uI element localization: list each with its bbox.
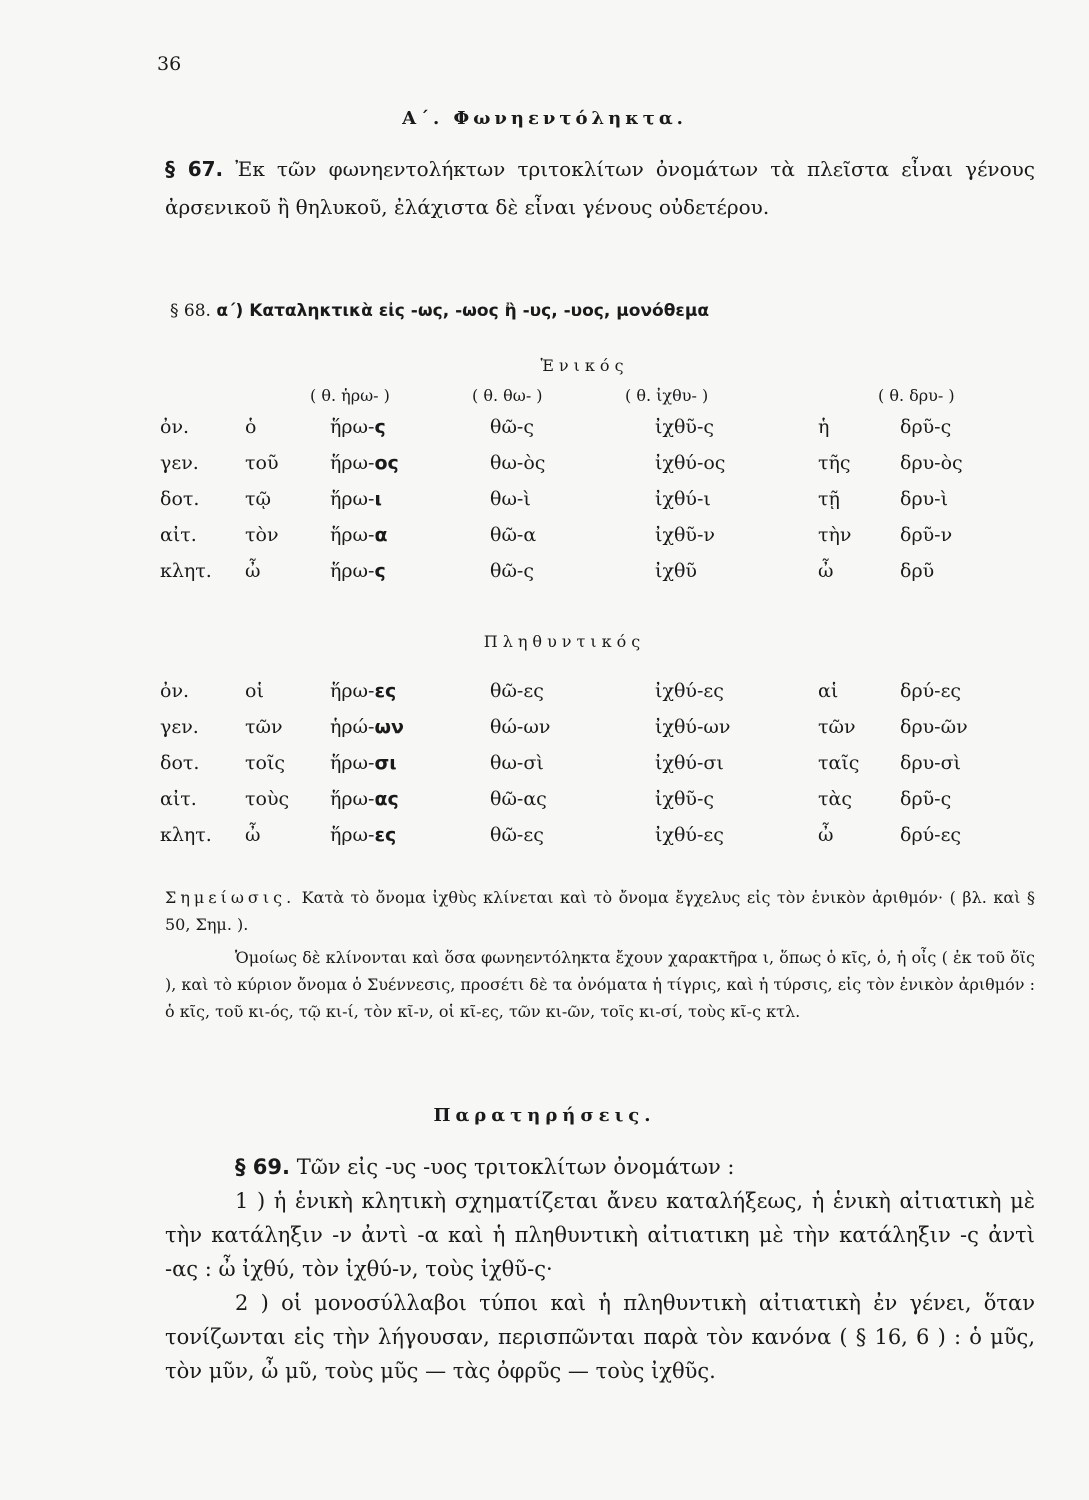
singular-row-4-w4: δρῦ <box>900 560 935 582</box>
singular-row-1-w3: ἰχθύ-ος <box>655 452 726 474</box>
plural-row-1-w1: ἡρώ-ων <box>330 716 404 738</box>
plural-row-3-w4: δρῦ-ς <box>900 788 952 810</box>
note-paragraph-2: Ὁμοίως δὲ κλίνονται καὶ ὅσα φωνηεντόληκτα ἔχουν χαρακτῆρα ι, ὅπως ὁ κῖς, ὁ, ἡ οἶς ( ἐκ τοῦ ὄϊς ), καὶ τὸ κύριον ὄνομα ὁ Συέννεσις, προσέτι δὲ τα ὀνόματα ἡ τίγρις, καὶ ἡ τύρσις, εἰς τὸν ἑνικὸν ἀριθμόν : ὁ κῖς, τοῦ κι-ός, τῷ κι-ί, τὸν κῖ-ν, οἱ κῖ-ες, τῶν κι-ῶν, τοῖς κι-σί, τοὺς κῖ-ς κτλ. <box>165 948 1035 1021</box>
plural-row-4-art2: ὦ <box>818 824 834 846</box>
plural-row-0-case: ὀν. <box>160 680 190 702</box>
plural-row-0-w3: ἰχθύ-ες <box>655 680 724 702</box>
plural-row-3-art1: τοὺς <box>245 788 290 810</box>
singular-row-1-w2: θω-ὸς <box>490 452 546 474</box>
plural-row-3-w3: ἰχθῦ-ς <box>655 788 715 810</box>
plural-row-4-art1: ὦ <box>245 824 261 846</box>
singular-row-1-w1: ἥρω-ος <box>330 452 399 474</box>
plural-row-0-w1: ἥρω-ες <box>330 680 397 702</box>
singular-row-2-case: δοτ. <box>160 488 200 510</box>
plural-row-4-w3: ἰχθύ-ες <box>655 824 724 846</box>
plural-row-2-art2: ταῖς <box>818 752 860 774</box>
paragraph-69-item-2: 2 ) οἱ μονοσύλλαβοι τύποι καὶ ἡ πληθυντικὴ αἰτιατικὴ ἐν γένει, ὅταν τονίζωνται εἰς τὴν λήγουσαν, περισπῶνται παρὰ τὸν κανόνα ( § 16, 6 ) : ὁ μῦς, τὸν μῦν, ὦ μῦ, τοὺς μῦς — τὰς ὀφρῦς — τοὺς ἰχθῦς. <box>165 1291 1035 1383</box>
singular-row-0-w1: ἥρω-ς <box>330 416 386 438</box>
singular-row-0-w2: θῶ-ς <box>490 416 534 438</box>
paragraph-69-intro: Τῶν εἰς -υς -υος τριτοκλίτων ὀνομάτων : <box>290 1155 735 1179</box>
plural-row-2-w3: ἰχθύ-σι <box>655 752 724 774</box>
plural-row-2-w4: δρυ-σὶ <box>900 752 961 774</box>
plural-row-1-w4: δρυ-ῶν <box>900 716 968 738</box>
plural-row-3-w2: θῶ-ας <box>490 788 547 810</box>
plural-row-0-art2: αἱ <box>818 680 839 702</box>
plural-row-2-w2: θω-σὶ <box>490 752 544 774</box>
singular-row-3-w1: ἥρω-α <box>330 524 388 546</box>
plural-row-3-case: αἰτ. <box>160 788 197 810</box>
singular-row-0-art1: ὁ <box>245 416 257 438</box>
plural-row-0-art1: οἱ <box>245 680 264 702</box>
stem-thos: ( θ. θω- ) <box>472 386 543 405</box>
singular-row-1-art2: τῆς <box>818 452 851 474</box>
plural-row-3-art2: τὰς <box>818 788 852 810</box>
page-number: 36 <box>157 53 182 75</box>
paragraph-69 <box>165 1150 1035 1388</box>
plural-row-1-w2: θώ-ων <box>490 716 551 738</box>
plural-row-2-art1: τοῖς <box>245 752 286 774</box>
singular-row-3-w3: ἰχθῦ-ν <box>655 524 715 546</box>
stem-heros: ( θ. ἡρω- ) <box>310 386 390 405</box>
stem-ichthys: ( θ. ἰχθυ- ) <box>625 386 709 405</box>
singular-row-3-w2: θῶ-α <box>490 524 537 546</box>
singular-label: Ἑνικός <box>540 356 629 375</box>
singular-row-0-w3: ἰχθῦ-ς <box>655 416 715 438</box>
section-69-number: § 69. <box>235 1155 291 1179</box>
singular-row-2-w3: ἰχθύ-ι <box>655 488 711 510</box>
paragraph-67-text: Ἐκ τῶν φωνηεντολήκτων τριτοκλίτων ὀνομάτων τὰ πλεῖστα εἶναι γένους ἀρσενικοῦ ἢ θηλυκοῦ, ἐλάχιστα δὲ εἶναι γένους οὐδετέρου. <box>165 157 1035 219</box>
plural-row-4-w4: δρύ-ες <box>900 824 962 846</box>
plural-row-4-w1: ἥρω-ες <box>330 824 397 846</box>
singular-row-1-case: γεν. <box>160 452 199 474</box>
singular-row-4-w2: θῶ-ς <box>490 560 534 582</box>
note-label: Σημείωσις. <box>165 888 296 907</box>
singular-row-4-art2: ὦ <box>818 560 834 582</box>
plural-row-4-case: κλητ. <box>160 824 212 846</box>
plural-row-1-art1: τῶν <box>245 716 283 738</box>
plural-row-2-w1: ἥρω-σι <box>330 752 397 774</box>
singular-row-0-art2: ἡ <box>818 416 830 438</box>
note-line-1: Κατὰ τὸ ὄνομα ἰχθὺς κλίνεται καὶ τὸ ὄνομα ἔγχελυς εἰς τὸν ἑνικὸν ἀριθμόν· ( βλ. καὶ § 50, Σημ. ). <box>165 888 1035 934</box>
plural-row-4-w2: θῶ-ες <box>490 824 544 846</box>
singular-row-2-art1: τῷ <box>245 488 272 510</box>
section-68-number: § 68. <box>170 301 211 321</box>
singular-row-3-w4: δρῦ-ν <box>900 524 953 546</box>
paragraph-67 <box>165 150 1035 226</box>
section-67-number: § 67. <box>165 157 224 181</box>
singular-row-2-w1: ἥρω-ι <box>330 488 382 510</box>
singular-row-1-w4: δρυ-ὸς <box>900 452 963 474</box>
singular-row-4-w1: ἥρω-ς <box>330 560 386 582</box>
observations-heading: Παρατηρήσεις. <box>433 1105 656 1126</box>
singular-row-0-case: ὀν. <box>160 416 190 438</box>
plural-row-0-w4: δρύ-ες <box>900 680 962 702</box>
singular-row-3-art2: τὴν <box>818 524 852 546</box>
singular-row-3-case: αἰτ. <box>160 524 197 546</box>
singular-row-3-art1: τὸν <box>245 524 279 546</box>
singular-row-0-w4: δρῦ-ς <box>900 416 952 438</box>
singular-row-2-w4: δρυ-ὶ <box>900 488 949 510</box>
paragraph-68 <box>170 292 1040 330</box>
plural-label: Πληθυντικός <box>483 632 646 651</box>
section-title: Α΄. Φωνηεντόληκτα. <box>402 108 687 129</box>
note-paragraph-1 <box>165 884 1035 938</box>
plural-row-1-case: γεν. <box>160 716 199 738</box>
singular-row-4-case: κλητ. <box>160 560 212 582</box>
singular-row-2-w2: θω-ὶ <box>490 488 531 510</box>
plural-row-3-w1: ἥρω-ας <box>330 788 399 810</box>
plural-row-2-case: δοτ. <box>160 752 200 774</box>
plural-row-1-w3: ἰχθύ-ων <box>655 716 731 738</box>
singular-row-1-art1: τοῦ <box>245 452 279 474</box>
singular-row-4-w3: ἰχθῦ <box>655 560 697 582</box>
stem-drys: ( θ. δρυ- ) <box>878 386 955 405</box>
plural-row-1-art2: τῶν <box>818 716 856 738</box>
paragraph-68-text: α΄) Καταληκτικὰ εἰς -ως, -ωος ἢ -υς, -υος, μονόθεμα <box>216 301 710 321</box>
plural-row-0-w2: θῶ-ες <box>490 680 544 702</box>
paragraph-69-item-1: 1 ) ἡ ἑνικὴ κλητικὴ σχηματίζεται ἄνευ καταλήξεως, ἡ ἑνικὴ αἰτιατικὴ μὲ τὴν κατάληξιν -ν ἀντὶ -α καὶ ἡ πληθυντικὴ αἰτιατικη μὲ τὴν κατάληξιν -ς ἀντὶ -ας : ὦ ἰχθύ, τὸν ἰχθύ-ν, τοὺς ἰχθῦ-ς· <box>165 1189 1035 1281</box>
singular-row-2-art2: τῇ <box>818 488 840 510</box>
singular-row-4-art1: ὦ <box>245 560 261 582</box>
